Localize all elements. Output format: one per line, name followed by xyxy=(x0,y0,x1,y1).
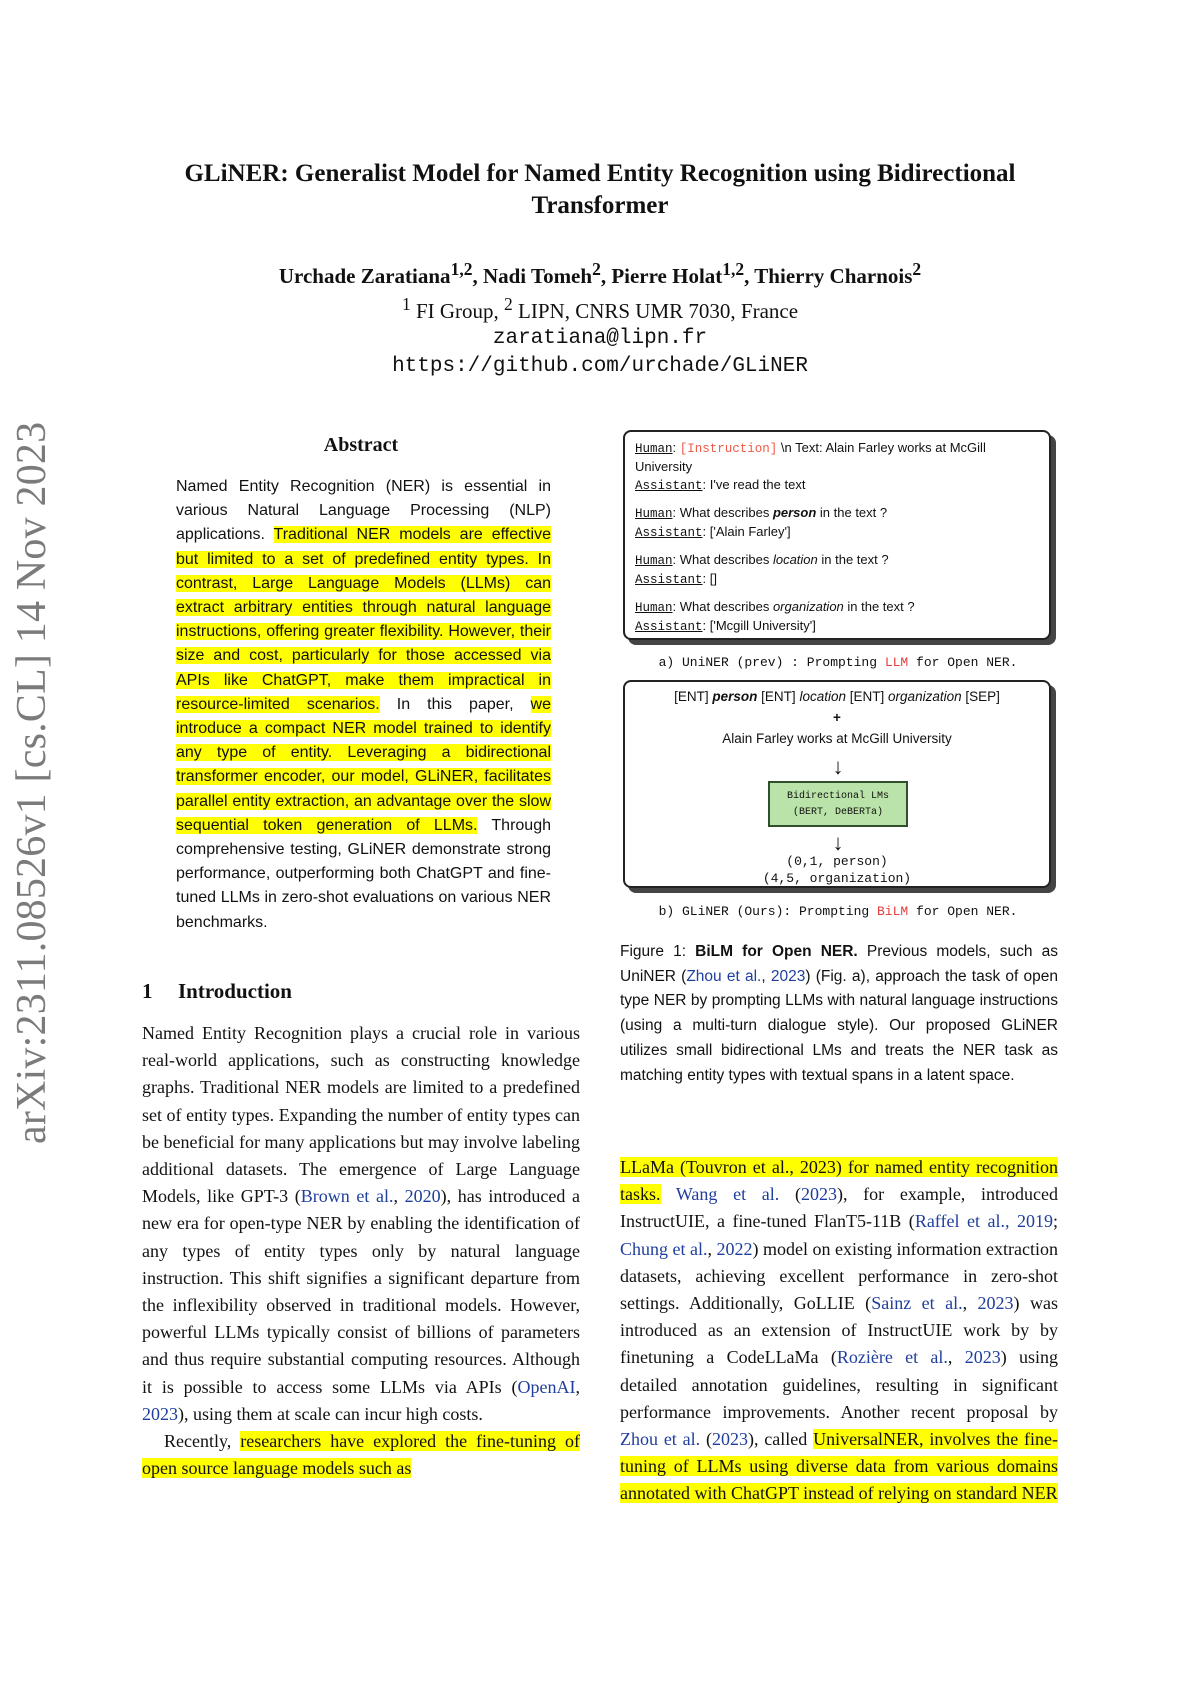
body-text: ), called xyxy=(747,1429,814,1450)
entity-type: location xyxy=(772,552,818,567)
dialogue-text: What describes xyxy=(679,552,773,567)
span-outputs xyxy=(625,853,1049,887)
entity-token: [ENT] xyxy=(674,689,709,704)
figure-1b-caption xyxy=(623,903,1053,921)
citation-link[interactable]: Sainz et al. xyxy=(871,1293,963,1314)
body-highlight: LLaMa (Touvron et al., 2023) for named entity recognition tasks. xyxy=(620,1157,1058,1205)
arrow-down-icon: ↓ xyxy=(832,830,844,855)
dialogue-turn xyxy=(635,551,1039,570)
body-text: ) using detailed annotation guidelines, resulting in significant performance improvements. Another recent proposal by xyxy=(620,1347,1059,1422)
dialogue-colon: : xyxy=(672,552,680,567)
dialogue-text: I've read the text xyxy=(709,477,806,492)
abstract-highlight: we introduce a compact NER model trained to identify any type of entity. Leveraging a bidirectional transformer encoder, our model, GLiNER, facilitates parallel entity extraction, an advantage over the slow sequential token generation of LLMs. xyxy=(176,695,551,834)
body-text: ) model on existing information extraction datasets, achieving excellent performance in zero-shot settings. Additionally, GoLLIE ( xyxy=(620,1238,1058,1314)
body-text: ), for example, introduced InstructUIE, a fine-tuned FlanT5-11B ( xyxy=(620,1184,1058,1232)
body-text: ), has introduced a new era for open-type NER by enabling the identification of any types of entity types only by natural language instruction. This shift signifies a significant departure from the inflexibility observed in traditional models. However, powerful LLMs typically consist of billions of parameters and thus require substantial computing resources. Although it is possible to access some LLMs via APIs ( xyxy=(142,1186,581,1397)
entity-type: person xyxy=(712,689,758,704)
citation-year-link[interactable]: 2023 xyxy=(800,1184,837,1205)
model-label: Bidirectional LMs xyxy=(786,791,890,802)
entity-type: organization xyxy=(888,689,962,704)
body-text: ; xyxy=(1052,1211,1058,1232)
body-text: ( xyxy=(700,1429,712,1450)
body-text: ), using them at scale can incur high costs. xyxy=(178,1403,483,1424)
figure-caption-title: BiLM for Open NER. xyxy=(695,943,858,960)
affiliation-number: 1 xyxy=(401,294,411,314)
dialogue-turn xyxy=(635,504,1039,523)
caption-text: for Open NER. xyxy=(908,904,1018,919)
caption-text: b) GLiNER (Ours): Prompting xyxy=(658,904,877,919)
dialogue-text: ['Alain Farley'] xyxy=(709,524,791,539)
dialogue-turn xyxy=(635,570,1039,589)
body-text: ) was introduced as an extension of InstructUIE work by by finetuning a CodeLLaMa ( xyxy=(620,1293,1058,1368)
model-examples: (BERT, DeBERTa) xyxy=(792,807,883,818)
citation-link[interactable]: Rozière et al. xyxy=(836,1347,948,1368)
caption-emphasis: BiLM xyxy=(877,904,909,919)
dialogue-gap xyxy=(635,589,1039,598)
caption-text: Previous models, such as UniNER ( xyxy=(620,943,1058,985)
output-span: (4,5, organization) xyxy=(762,871,912,886)
dialogue-text: What describes xyxy=(679,599,773,614)
author-affiliation-marker: 2 xyxy=(912,259,922,279)
human-role: Human xyxy=(635,507,673,521)
section-title: Introduction xyxy=(178,979,292,1003)
affiliation-number: 2 xyxy=(504,294,513,314)
assistant-role: Assistant xyxy=(635,573,703,587)
figure-1a-dialogue-box xyxy=(623,430,1051,640)
author-affiliation-marker: 1,2 xyxy=(450,259,473,279)
assistant-role: Assistant xyxy=(635,526,703,540)
entity-token: [ENT] xyxy=(849,689,885,704)
citation-year-link[interactable]: 2020 xyxy=(404,1186,441,1207)
dialogue-text: [] xyxy=(709,571,717,586)
author-email[interactable]: zaratiana@lipn.fr xyxy=(492,327,708,350)
introduction-right-column xyxy=(620,1154,1058,1508)
repository-link[interactable]: https://github.com/urchade/GLiNER xyxy=(392,355,808,378)
body-text: , xyxy=(707,1238,717,1259)
citation-year-link[interactable]: 2023 xyxy=(142,1403,178,1424)
body-text: , xyxy=(393,1186,405,1207)
figure-label: Figure 1: xyxy=(620,943,696,960)
dialogue-turn xyxy=(635,598,1039,617)
body-text xyxy=(661,1184,676,1204)
dialogue-text: \n Text: Alain Farley works at McGill xyxy=(777,440,986,455)
introduction-left-column xyxy=(142,1020,580,1482)
dialogue-text: ['Mcgill University'] xyxy=(709,618,816,633)
citation-link[interactable]: Wang et al. xyxy=(675,1184,780,1205)
entity-type: organization xyxy=(772,599,844,614)
caption-text: ) (Fig. a), approach the task of open type NER by prompting LLMs with natural language instructions (using a multi-turn dialogue style). Our proposed GLiNER utilizes small bidirectional LMs and treats the NER task as matching entity types with textual spans in a latent space. xyxy=(620,967,1058,1084)
citation-year-link[interactable]: 2023 xyxy=(711,1429,748,1450)
body-text: Named Entity Recognition plays a crucial role in various real-world applications, such as constructing knowledge graphs. Traditional NER models are limited to a predefined set of entity types. Expanding the number of entity types can be beneficial for many applications but may involve labeling additional datasets. The emergence of Large Language Models, like GPT-3 ( xyxy=(142,1023,580,1207)
human-role: Human xyxy=(635,442,673,456)
body-text: ( xyxy=(779,1184,801,1205)
author-separator: , xyxy=(472,264,483,288)
plus-sign: + xyxy=(833,710,841,725)
body-paragraph xyxy=(142,1020,580,1428)
figure-1b-pipeline-box xyxy=(623,680,1051,888)
citation-link[interactable]: Zhou et al. xyxy=(686,967,762,985)
instruction-tag: [Instruction] xyxy=(679,442,778,456)
output-span: (0,1, person) xyxy=(786,854,888,869)
assistant-role: Assistant xyxy=(635,620,703,634)
body-highlight: UniversalNER, involves the fine-tuning of LLMs using diverse data from various domains annotated with ChatGPT instead of relying on standard NER xyxy=(620,1429,1058,1504)
abstract-text xyxy=(176,475,551,935)
assistant-role: Assistant xyxy=(635,479,703,493)
dialogue-turn xyxy=(635,523,1039,542)
section-number: 1 xyxy=(142,979,153,1003)
dialogue-colon: : xyxy=(702,571,710,586)
abstract-highlight: Traditional NER models are effective but limited to a set of predefined entity types. In contrast, Large Language Models (LLMs) can extract arbitrary entities through natural language instructions, offering greater flexibility. However, their size and cost, particularly for those accessed via APIs like ChatGPT, make them impractical in resource-limited scenarios. xyxy=(176,526,551,713)
body-text: , xyxy=(947,1347,965,1368)
dialogue-colon: : xyxy=(672,440,680,455)
author-separator: , xyxy=(600,264,612,288)
dialogue-colon: : xyxy=(702,477,710,492)
body-text: , xyxy=(962,1293,978,1314)
body-highlight: researchers have explored the fine-tuning of open source language models such as xyxy=(142,1431,580,1479)
dialogue-turn xyxy=(635,617,1039,636)
caption-emphasis: LLM xyxy=(884,655,909,670)
author-affiliation-marker: 2 xyxy=(592,259,601,279)
author-separator: , xyxy=(744,264,755,288)
citation-link[interactable]: Brown et al. xyxy=(300,1186,394,1207)
human-role: Human xyxy=(635,554,673,568)
caption-text: a) UniNER (prev) : Prompting xyxy=(658,655,885,670)
dialogue-text: in the text ? xyxy=(817,552,889,567)
abstract-sentence: In this paper, xyxy=(379,695,531,713)
abstract-sentence: Named Entity Recognition (NER) is essential in various Natural Language Processing (NLP) applications. xyxy=(176,478,551,544)
entity-type-prompt xyxy=(625,687,1049,706)
entity-type: person xyxy=(772,505,817,520)
citation-link[interactable]: Raffel et al., 2019 xyxy=(914,1211,1053,1232)
body-paragraph xyxy=(142,1428,580,1482)
arxiv-identifier[interactable]: arXiv:2311.08526v1 [cs.CL] 14 Nov 2023 xyxy=(9,421,55,1144)
citation-year-link[interactable]: 2023 xyxy=(770,967,806,985)
citation-link[interactable]: Zhou et al. xyxy=(620,1429,701,1450)
author-affiliation-marker: 1,2 xyxy=(722,259,745,279)
author-name: Thierry Charnois xyxy=(754,264,913,288)
figure-1a-caption xyxy=(623,654,1053,672)
author-name: Urchade Zaratiana xyxy=(278,264,451,288)
input-sentence: Alain Farley works at McGill University xyxy=(722,731,952,746)
affiliation-name: FI Group, xyxy=(410,299,505,323)
citation-link[interactable]: Chung et al. xyxy=(620,1238,708,1259)
dialogue-colon: : xyxy=(702,524,710,539)
paper-title: GLiNER: Generalist Model for Named Entity Recognition using Bidirectional Transformer xyxy=(184,160,1016,219)
body-text: , xyxy=(575,1376,580,1397)
caption-text: , xyxy=(761,967,771,985)
citation-year-link[interactable]: 2023 xyxy=(977,1293,1014,1314)
dialogue-colon: : xyxy=(672,599,680,614)
abstract-heading: Abstract xyxy=(323,434,399,456)
dialogue-text: What describes xyxy=(679,505,773,520)
dialogue-text: in the text ? xyxy=(816,505,888,520)
dialogue-gap xyxy=(635,542,1039,551)
citation-link[interactable]: OpenAI xyxy=(517,1376,576,1397)
entity-type: location xyxy=(799,689,846,704)
affiliation-name: LIPN, CNRS UMR 7030, France xyxy=(512,299,799,323)
bidirectional-lm-box xyxy=(768,781,908,827)
dialogue-continuation: University xyxy=(635,459,693,474)
author-name: Nadi Tomeh xyxy=(482,264,593,288)
caption-text: for Open NER. xyxy=(908,655,1018,670)
dialogue-turn xyxy=(635,476,1039,495)
section-heading-introduction xyxy=(142,978,562,1004)
affiliations xyxy=(180,290,1020,325)
body-text: Recently, xyxy=(164,1431,241,1452)
abstract-sentence: Through comprehensive testing, GLiNER demonstrate strong performance, outperforming both ChatGPT and fine-tuned LLMs in zero-shot evaluations on various NER benchmarks. xyxy=(176,816,552,931)
separator-token: [SEP] xyxy=(965,689,1000,704)
citation-year-link[interactable]: 2022 xyxy=(716,1238,753,1259)
entity-token: [ENT] xyxy=(761,689,796,704)
author-block xyxy=(180,255,1020,381)
dialogue-text: in the text ? xyxy=(843,599,915,614)
figure-1-caption xyxy=(620,940,1058,1088)
human-role: Human xyxy=(635,601,673,615)
arrow-down-icon: ↓ xyxy=(832,754,844,779)
author-name: Pierre Holat xyxy=(611,264,723,288)
dialogue-colon: : xyxy=(702,618,710,633)
dialogue-gap xyxy=(635,495,1039,504)
dialogue-colon: : xyxy=(672,505,680,520)
citation-year-link[interactable]: 2023 xyxy=(964,1347,1001,1368)
dialogue-turn xyxy=(635,439,1039,458)
author-list xyxy=(180,255,1020,290)
